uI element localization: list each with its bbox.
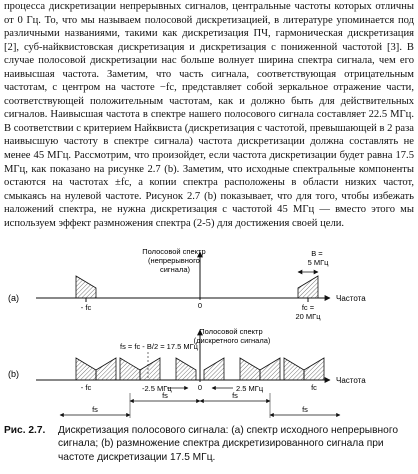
panel-b-neg-freq-label: -2.5 МГц	[142, 384, 172, 393]
panel-b-spectrum-copy	[96, 358, 116, 380]
panel-a-pos-spectrum	[298, 276, 318, 298]
panel-a-neg-fc-label: - fc	[80, 303, 92, 312]
panel-b-spectrum-neg-fc	[76, 358, 96, 380]
figure-2-7	[0, 247, 418, 424]
panel-b-spectrum-copy	[140, 358, 160, 380]
panel-b-fs-label: fs	[162, 391, 168, 400]
panel-b-spectrum-copy	[284, 358, 304, 380]
panel-b-axis-label: Частота	[336, 376, 366, 385]
panel-a-fc-label: fc =	[301, 303, 315, 312]
panel-b-fs-label: fs	[232, 391, 238, 400]
panel-b-spectrum-copy	[260, 358, 280, 380]
panel-b-label: (b)	[8, 369, 19, 379]
caption-label: Рис. 2.7.	[4, 425, 46, 436]
spectrum-diagram	[0, 247, 418, 424]
panel-b-fs-label: fs	[92, 405, 98, 414]
caption-text: Дискретизация полосового сигнала: (a) спектр исходного непрерывного сигнала; (b) размножение спектра дискретизированного сигнала при частоте дискретизации 17.5 МГц.	[58, 425, 398, 463]
panel-b-neg-fc-label: - fc	[80, 383, 92, 392]
panel-b-spectrum-copy	[204, 358, 224, 380]
panel-a-label: (a)	[8, 293, 19, 303]
panel-b-spectrum-copy	[120, 358, 140, 380]
panel-a	[8, 247, 366, 321]
panel-b-spectrum-pos-fc	[304, 358, 324, 380]
body-paragraph: процесса дискретизации непрерывных сигналов, центральные частоты которых отличны от 0 Гц. То, что мы называем полосовой дискретизацией, в литературе упоминается под различными названиями, такими как дискретизация ПЧ, гармоническая дискретизация [2], суб-найквистовская дискретизация и дискретизация с пониженной частотой [3]. В случае полосовой дискретизации нас больше волнует ширина спектра сигнала, чем его наивысшая частота. Заметим, что часть сигнала, соответствующая отрицательным частотам, с центром на частоте −fc, представляет собой зеркальное отражение части, соответствующей положительным частотам, как и должно быть для действительных сигналов. Наивысшая частота в спектре нашего полосового сигнала составляет 22.5 МГц. В соответствии с критерием Найквиста (дискретизация с частотой, превышающей в 2 раза наивысшую частоту в спектре сигнала) частота дискретизации должна составлять не менее 45 МГц. Рассмотрим, что произойдет, если частота дискретизации будет равна 17.5 МГц, как показано на рисунке 2.7 (b). Заметим, что исходные спектральные компоненты остаются на частотах ±fc, а копии спектра расположены в области низких частот, смыкаясь на нулевой частоте. Рисунок 2.7 (b) показывает, что для того, чтобы избежать наложений спектра, не нужна дискретизация с частотой 45 МГц — вместо этого мы используем эффект размножения спектра (2-5) для достижения своей цели.	[4, 1, 414, 229]
panel-b-spectrum-label: Полосовой спектр (дискретного сигнала)	[193, 327, 271, 345]
panel-b-spectrum-copy	[240, 358, 260, 380]
panel-b-fc-label: fc	[311, 383, 317, 392]
panel-b-fs-formula: fs = fc - B/2 = 17.5 МГц	[120, 342, 198, 351]
panel-a-neg-spectrum	[76, 276, 96, 298]
panel-a-spectrum-label: Полосовой спектр (непрерывного сигнала)	[142, 247, 206, 274]
panel-b-fs-label: fs	[302, 405, 308, 414]
panel-a-axis-label: Частота	[336, 294, 366, 303]
panel-b-pos-freq-label: 2.5 МГц	[236, 384, 264, 393]
panel-b-spectrum-copy	[176, 358, 196, 380]
panel-a-fc-value: 20 МГц	[295, 312, 321, 321]
panel-a-bandwidth-label: B = 5 МГц	[307, 249, 329, 267]
figure-caption	[4, 424, 416, 464]
panel-b	[8, 327, 366, 418]
panel-b-zero-label: 0	[197, 383, 203, 392]
panel-a-zero-label: 0	[197, 301, 203, 310]
